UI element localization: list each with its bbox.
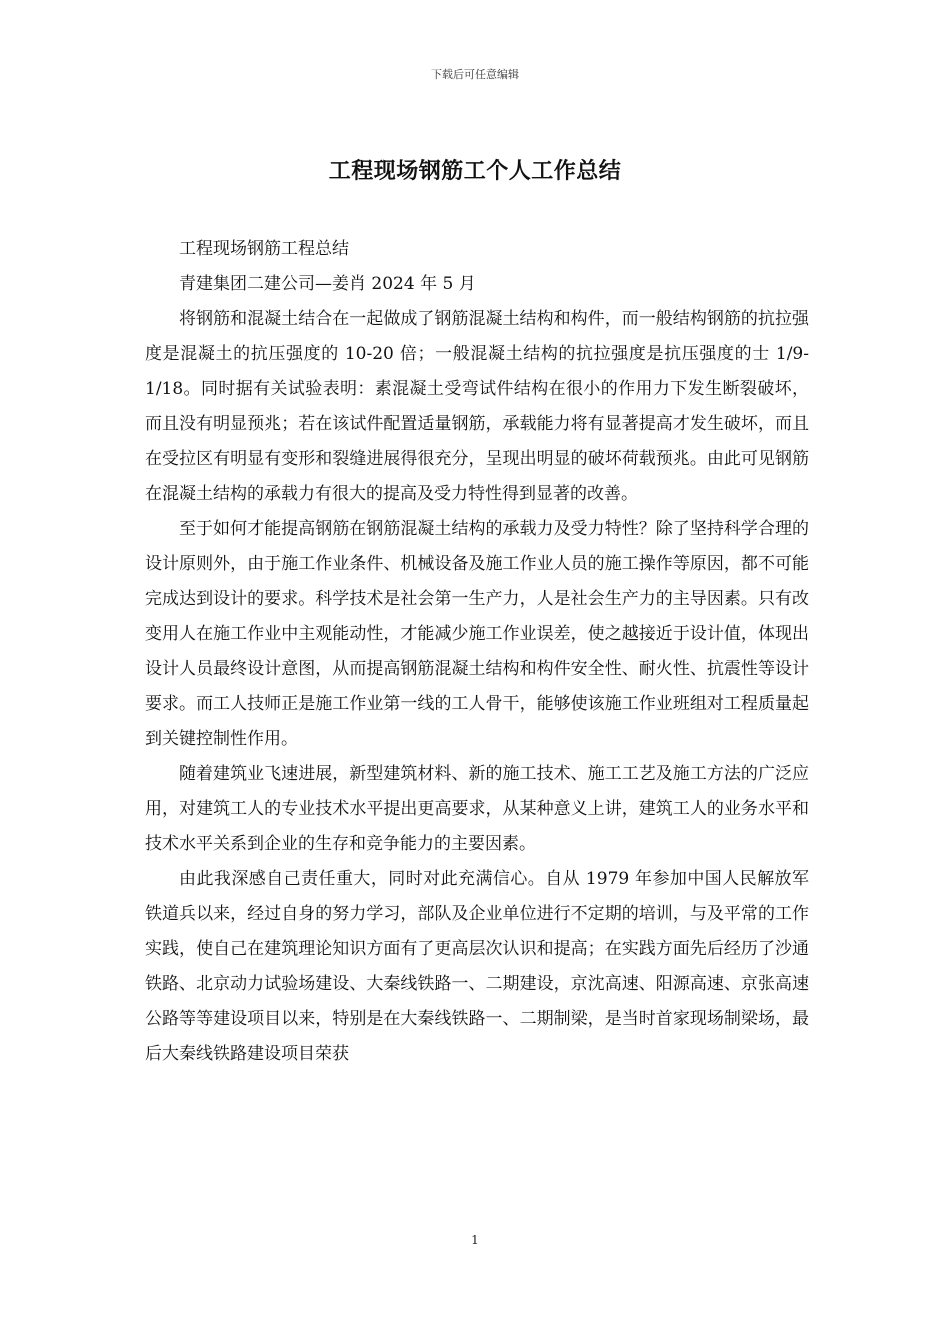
paragraph: 将钢筋和混凝土结合在一起做成了钢筋混凝土结构和构件，而一般结构钢筋的抗拉强度是混凝土的抗压强度的 10-20 倍；一般混凝土结构的抗拉强度是抗压强度的士 1/9-1/18。同时据有关试验表明：素混凝土受弯试件结构在很小的作用力下发生断裂破坏，而且没有明显预兆；若在该试件配置适量钢筋，承载能力将有显著提高才发生破坏，而且在受拉区有明显有变形和裂缝进展得很充分，呈现出明显的破坏荷载预兆。由此可见钢筋在混凝土结构的承载力有很大的提高及受力特性得到显著的改善。 bbox=[145, 309, 809, 504]
header-note: 下载后可任意编辑 bbox=[431, 68, 519, 81]
document-body bbox=[145, 232, 809, 1072]
author-line: 青建集团二建公司—姜肖 2024 年 5 月 bbox=[179, 274, 476, 294]
subtitle-line: 工程现场钢筋工程总结 bbox=[179, 239, 349, 259]
paragraph: 随着建筑业飞速进展，新型建筑材料、新的施工技术、施工工艺及施工方法的广泛应用，对建筑工人的专业技术水平提出更高要求，从某种意义上讲，建筑工人的业务水平和技术水平关系到企业的生存和竞争能力的主要因素。 bbox=[145, 764, 809, 854]
paragraph: 至于如何才能提高钢筋在钢筋混凝土结构的承载力及受力特性？除了坚持科学合理的设计原则外，由于施工作业条件、机械设备及施工作业人员的施工操作等原因，都不可能完成达到设计的要求。科学技术是社会第一生产力，人是社会生产力的主导因素。只有改变用人在施工作业中主观能动性，才能减少施工作业误差，使之越接近于设计值，体现出设计人员最终设计意图，从而提高钢筋混凝土结构和构件安全性、耐火性、抗震性等设计要求。而工人技师正是施工作业第一线的工人骨干，能够使该施工作业班组对工程质量起到关键控制性作用。 bbox=[145, 519, 809, 749]
page-number: 1 bbox=[471, 1233, 479, 1247]
document-title: 工程现场钢筋工个人工作总结 bbox=[328, 159, 622, 184]
paragraph: 由此我深感自己责任重大，同时对此充满信心。自从 1979 年参加中国人民解放军铁道兵以来，经过自身的努力学习，部队及企业单位进行不定期的培训，与及平常的工作实践，使自己在建筑理论知识方面有了更高层次认识和提高；在实践方面先后经历了沙通铁路、北京动力试验场建设、大秦线铁路一、二期建设，京沈高速、阳源高速、京张高速公路等等建设项目以来，特别是在大秦线铁路一、二期制梁，是当时首家现场制梁场，最后大秦线铁路建设项目荣获 bbox=[145, 869, 809, 1064]
